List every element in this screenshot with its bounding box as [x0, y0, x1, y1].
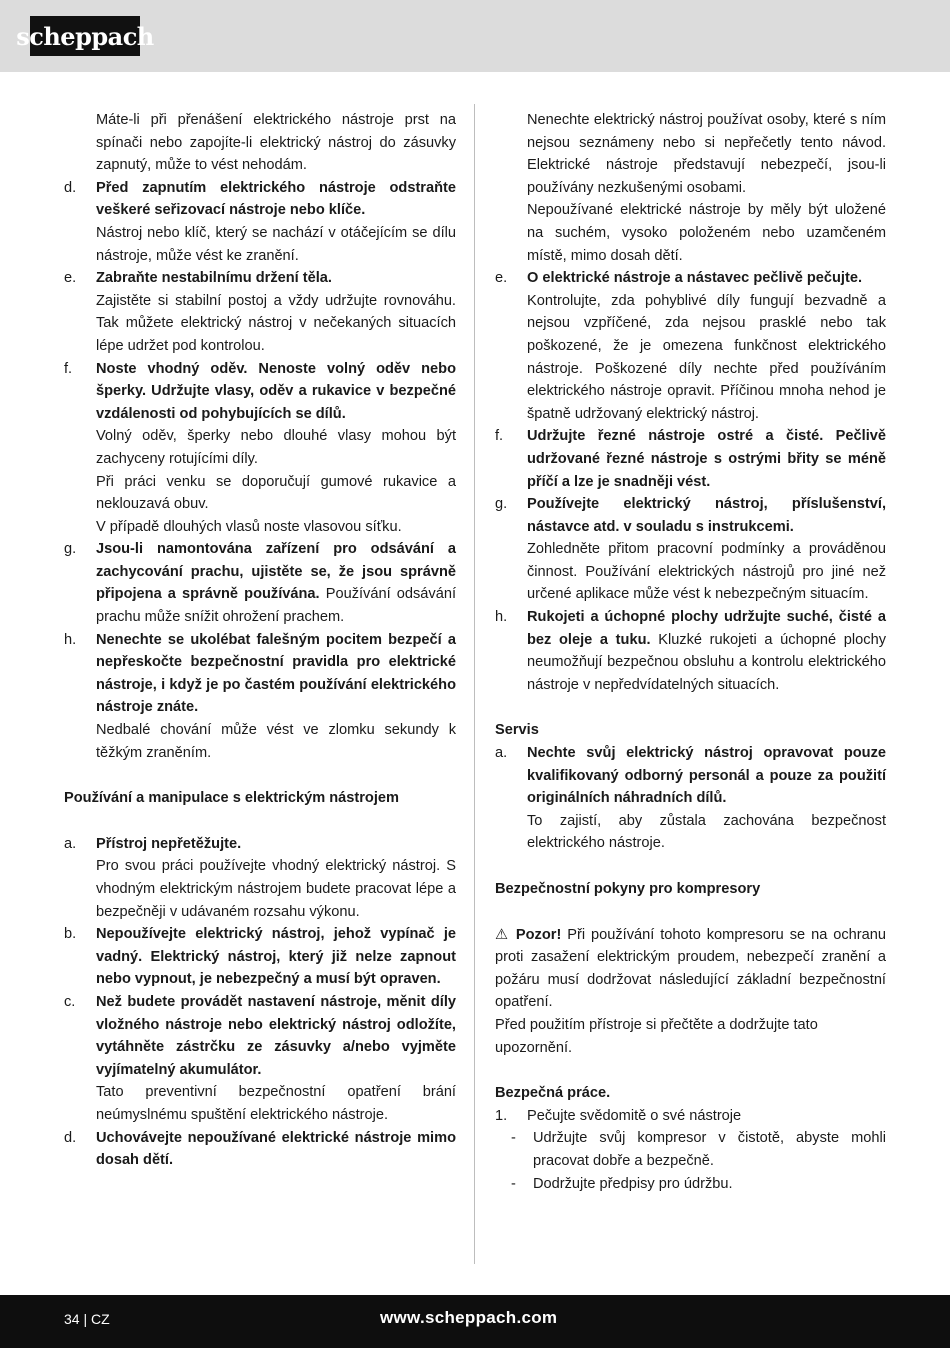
page-footer [0, 1295, 950, 1348]
list-item-g [64, 538, 456, 628]
item-label: a. [495, 745, 508, 762]
list-item-e [495, 267, 886, 425]
right-column [495, 109, 886, 1195]
item-heading: Přístroj nepřetěžujte. [96, 835, 242, 852]
item-heading: Nenechte se ukolébat falešným pocitem bezpečí a nepřeskočte bezpečnostní pravidla pro elektrické nástroje, i když je po častém používání elektrického nástroje znáte. [96, 631, 456, 716]
item-d-continuation [495, 109, 886, 267]
numbered-item-1 [495, 1105, 886, 1128]
list-item-e [64, 267, 456, 357]
item-label: c. [64, 993, 76, 1010]
item-c-continuation [64, 109, 456, 177]
item-label: g. [495, 496, 508, 513]
list-item-g [495, 493, 886, 606]
item-heading: Zabraňte nestabilnímu držení těla. [96, 270, 332, 287]
list-item-f [64, 358, 456, 539]
item-heading: Používejte elektrický nástroj, příslušenství, nástavce atd. v souladu s instrukcemi. [527, 496, 886, 535]
item-label: h. [495, 609, 508, 626]
item-heading: Jsou-li namontována zařízení pro odsávání a zachycování prachu, ujistěte se, že jsou správně připojena a správně používána. [96, 541, 456, 603]
item-heading: O elektrické nástroje a nástavec pečlivě pečujte. [527, 270, 863, 287]
item-label: f. [495, 428, 504, 445]
warning-paragraph [495, 924, 886, 1014]
item-label: 1. [495, 1107, 508, 1124]
list-item-c [64, 991, 456, 1127]
paragraph: Používání odsávání prachu může snížit ohrožení prachem. [96, 586, 456, 626]
item-heading: Noste vhodný oděv. Nenoste volný oděv nebo šperky. Udržujte vlasy, oděv a rukavice v bezpečné vzdálenosti od pohybujících se dílů. [96, 360, 456, 422]
paragraph: Udržujte svůj kompresor v čistotě, abyste mohli pracovat dobře a bezpečně. [533, 1130, 886, 1169]
page-number: 34 | CZ [64, 1311, 110, 1327]
section-title-kompresory: Bezpečnostní pokyny pro kompresory [495, 881, 761, 897]
warning-icon: ⚠ [495, 926, 510, 943]
list-item-d [64, 177, 456, 267]
warning-text: Při používání tohoto kompresoru se na ochranu proti zasažení elektrickým proudem, nebezpečí zranění a požáru musí dodržovat následující základní bezpečnostní opatření. [495, 926, 886, 1011]
paragraph: Pro svou práci používejte vhodný elektrický nástroj. S vhodným elektrickým nástrojem budete pracovat lépe a bezpečněji v udávaném rozsahu výkonu. [96, 858, 456, 920]
item-label: e. [64, 270, 77, 287]
item-label: e. [495, 270, 508, 287]
paragraph: Nenechte elektrický nástroj používat osoby, které s ním nejsou seznámeny nebo si nepřečetly tento návod. Elektrické nástroje představují nebezpečí, jsou-li používány nezkušenými osobami. [527, 112, 886, 196]
paragraph: Nástroj nebo klíč, který se nachází v otáčejícím se dílu nástroje, může vést ke zranění. [96, 224, 456, 264]
item-label: h. [64, 631, 77, 648]
paragraph: Tato preventivní bezpečnostní opatření brání neúmyslnému spuštění elektrického nástroje. [96, 1084, 456, 1123]
list-item-b [64, 923, 456, 991]
item-heading: Před zapnutím elektrického nástroje odstraňte veškeré seřizovací nástroje nebo klíče. [96, 179, 456, 219]
paragraph: Kontrolujte, zda pohyblivé díly fungují bezvadně a nejsou vzpříčené, zda nejsou prasklé nebo tak poškozené, že je omezena funkčnost elektrického nástroje. Poškozené díly nechte před používáním elektrického nástroje opravit. Příčinou mnoha nehod je špatně udržovaný elektrický nástroj. [527, 292, 886, 422]
paragraph: Nepoužívané elektrické nástroje by měly být uložené na suchém, vysoko položeném nebo uzamčeném místě, mimo dosah dětí. [527, 202, 886, 264]
item-heading: Nechte svůj elektrický nástroj opravovat pouze kvalifikovaný odborný personál a pouze za použití originálních náhradních dílů. [527, 745, 886, 807]
website-link[interactable]: www.scheppach.com [380, 1308, 558, 1327]
list-item-a [64, 833, 456, 923]
item-label: f. [64, 360, 73, 377]
item-heading: Rukojeti a úchopné plochy udržujte suché, čisté a bez oleje a tuku. [527, 609, 886, 648]
column-divider [474, 104, 475, 1264]
brand-logo: scheppach [30, 16, 140, 56]
paragraph: Zajistěte si stabilní postoj a vždy udržujte rovnováhu. Tak můžete elektrický nástroj v nečekaných situacích lépe udržet pod kontrolou. [96, 292, 456, 354]
list-item-f [495, 425, 886, 493]
item-label: g. [64, 541, 77, 558]
servis-item-a [495, 742, 886, 855]
item-label: b. [64, 926, 77, 943]
dash-item: - Dodržujte předpisy pro údržbu. [495, 1173, 886, 1196]
paragraph: V případě dlouhých vlasů noste vlasovou síťku. [96, 518, 402, 535]
paragraph: Před použitím přístroje si přečtěte a dodržujte tato upozornění. [495, 1016, 818, 1056]
paragraph: Kluzké rukojeti a úchopné plochy neumožňují bezpečnou obsluhu a kontrolu elektrického nástroje v nepředvídatelných situacích. [527, 631, 886, 693]
paragraph: Zohledněte přitom pracovní podmínky a prováděnou činnost. Používání elektrických nástrojů pro jiné než určené aplikace může vést k nebezpečným situacím. [527, 541, 886, 603]
paragraph: Při práci venku se doporučují gumové rukavice a neklouzavá obuv. [96, 473, 456, 513]
section-title-safe-work: Bezpečná práce. [495, 1085, 611, 1102]
paragraph: Nedbalé chování může vést ve zlomku sekundy k těžkým zraněním. [96, 722, 456, 761]
page-header [0, 0, 950, 72]
item-heading: Nepoužívejte elektrický nástroj, jehož vypínač je vadný. Elektrický nástroj, který již nelze zapnout nebo vypnout, je nebezpečný a musí být opraven. [96, 926, 456, 988]
dash-item: - Udržujte svůj kompresor v čistotě, abyste mohli pracovat dobře a bezpečně. [495, 1127, 886, 1172]
warning-label: Pozor! [515, 926, 562, 943]
item-heading: Uchovávejte nepoužívané elektrické nástroje mimo dosah dětí. [96, 1129, 456, 1169]
item-heading: Udržujte řezné nástroje ostré a čisté. Pečlivě udržované řezné nástroje s ostrými břity se méně příčí a lze je snadněji vést. [527, 428, 886, 490]
paragraph: Máte-li při přenášení elektrického nástroje prst na spínači nebo zapojíte-li elektrický nástroj do zásuvky zapnutý, může to vést nehodám. [96, 112, 456, 174]
item-heading: Než budete provádět nastavení nástroje, měnit díly vložného nástroje nebo elektrický nástroj odložíte, vytáhněte zástrčku ze zásuvky a/nebo vyjměte vyjímatelný akumulátor. [96, 993, 456, 1078]
item-label: d. [64, 1129, 77, 1146]
paragraph: To zajistí, aby zůstala zachována bezpečnost elektrického nástroje. [527, 812, 886, 852]
paragraph: Dodržujte předpisy pro údržbu. [533, 1175, 733, 1192]
left-column [64, 109, 456, 1172]
list-item-h [495, 606, 886, 696]
item-label: a. [64, 835, 77, 852]
section-title: Používání a manipulace s elektrickým nástrojem [64, 790, 399, 807]
list-item-d2 [64, 1127, 456, 1172]
paragraph: Pečujte svědomitě o své nástroje [527, 1107, 742, 1124]
section-title-servis: Servis [495, 722, 539, 739]
list-item-h [64, 629, 456, 765]
paragraph: Volný oděv, šperky nebo dlouhé vlasy mohou být zachyceny rotujícími díly. [96, 428, 456, 467]
item-label: d. [64, 179, 77, 196]
